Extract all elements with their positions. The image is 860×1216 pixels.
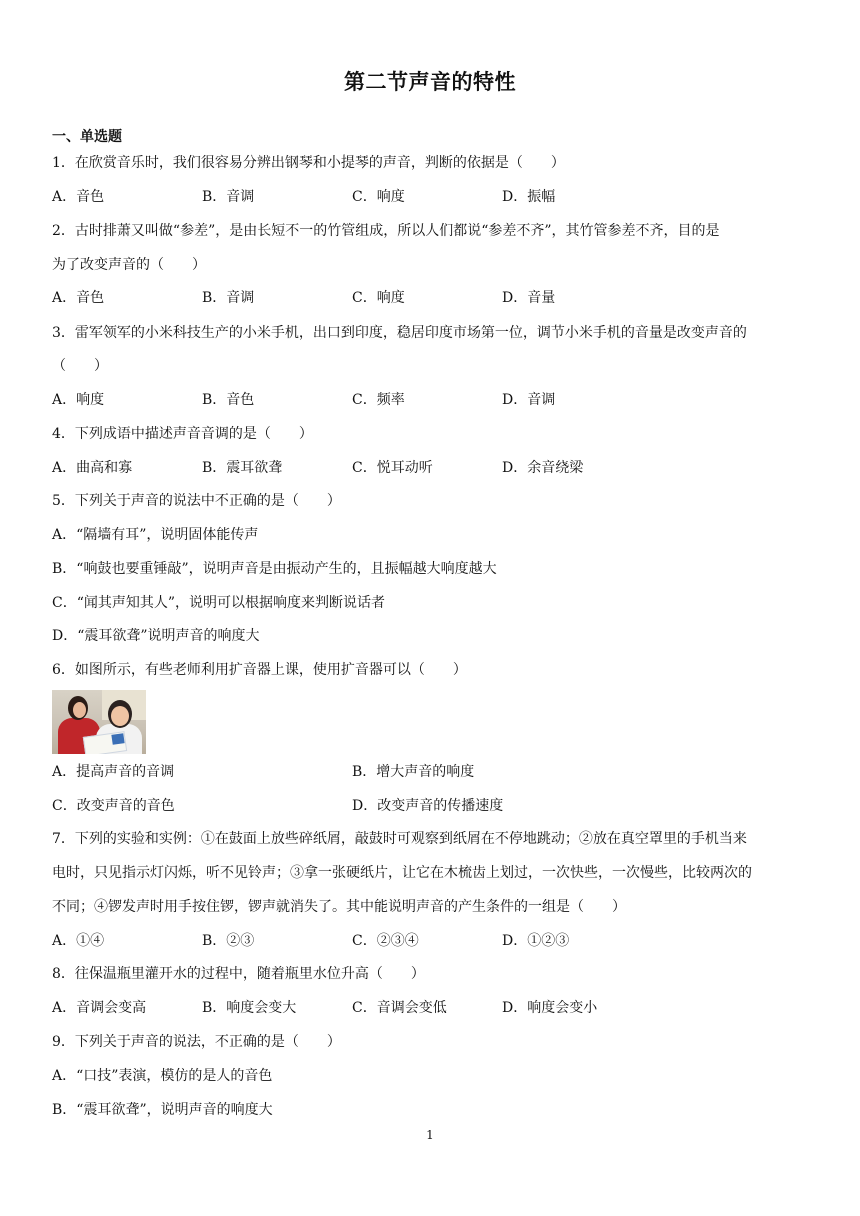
question-8-stem: 8．往保温瓶里灌开水的过程中，随着瓶里水位升高（ ）	[52, 966, 425, 982]
question-7-option-c: C．②③④	[352, 933, 419, 949]
question-7-stem-line-2: 电时，只见指示灯闪烁，听不见铃声；③拿一张硬纸片，让它在木梳齿上划过，一次快些，一次慢些，比较两次的	[52, 865, 752, 881]
question-7-option-b: B．②③	[202, 933, 255, 949]
section-heading: 一、单选题	[52, 129, 122, 145]
question-8-option-b: B．响度会变大	[202, 1000, 297, 1016]
question-4-option-b: B．震耳欲聋	[202, 460, 283, 476]
question-9-stem: 9．下列关于声音的说法，不正确的是（ ）	[52, 1034, 341, 1050]
question-4-option-a: A．曲高和寡	[52, 460, 133, 476]
question-7-option-d: D．①②③	[502, 933, 570, 949]
question-2-option-a: A．音色	[52, 290, 105, 306]
question-7-option-a: A．①④	[52, 933, 105, 949]
question-7-stem-line-3: 不同；④锣发声时用手按住锣，锣声就消失了。其中能说明声音的产生条件的一组是（ ）	[52, 899, 626, 915]
question-8-option-a: A．音调会变高	[52, 1000, 147, 1016]
question-7-stem-line-1: 7．下列的实验和实例：①在鼓面上放些碎纸屑，敲鼓时可观察到纸屑在不停地跳动；②放在真空罩里的手机当来	[52, 831, 747, 847]
question-5-option-a: A．“隔墙有耳”，说明固体能传声	[52, 527, 259, 543]
question-4-option-d: D．余音绕梁	[502, 460, 584, 476]
question-6-option-b: B．增大声音的响度	[352, 764, 475, 780]
question-1-option-c: C．响度	[352, 189, 405, 205]
question-8-option-c: C．音调会变低	[352, 1000, 447, 1016]
question-1-option-d: D．振幅	[502, 189, 556, 205]
question-6-option-a: A．提高声音的音调	[52, 764, 175, 780]
question-2-option-c: C．响度	[352, 290, 405, 306]
question-3-option-d: D．音调	[502, 392, 556, 408]
question-9-option-b: B．“震耳欲聋”，说明声音的响度大	[52, 1102, 273, 1118]
question-5-option-c: C．“闻其声知其人”，说明可以根据响度来判断说话者	[52, 595, 386, 611]
question-1-option-b: B．音调	[202, 189, 255, 205]
question-5-option-d: D．“震耳欲聋”说明声音的响度大	[52, 628, 260, 644]
question-6-stem: 6．如图所示，有些老师利用扩音器上课，使用扩音器可以（ ）	[52, 662, 467, 678]
question-5-stem: 5．下列关于声音的说法中不正确的是（ ）	[52, 493, 341, 509]
question-3-stem-line-2: （ ）	[52, 358, 108, 374]
question-1-stem: 1．在欣赏音乐时，我们很容易分辨出钢琴和小提琴的声音，判断的依据是（ ）	[52, 155, 565, 171]
question-3-option-b: B．音色	[202, 392, 255, 408]
question-2-stem-line-1: 2．古时排萧又叫做“参差”，是由长短不一的竹管组成，所以人们都说“参差不齐”，其竹管参差不齐，目的是	[52, 223, 720, 239]
question-3-option-c: C．频率	[352, 392, 405, 408]
question-8-option-d: D．响度会变小	[502, 1000, 598, 1016]
question-9-option-a: A．“口技”表演，模仿的是人的音色	[52, 1068, 273, 1084]
question-5-option-b: B．“响鼓也要重锤敲”，说明声音是由振动产生的，且振幅越大响度越大	[52, 561, 497, 577]
question-3-option-a: A．响度	[52, 392, 105, 408]
classroom-photo	[52, 690, 146, 754]
page-title: 第二节声音的特性	[344, 70, 516, 94]
page-number: 1	[426, 1128, 434, 1142]
question-2-option-b: B．音调	[202, 290, 255, 306]
question-4-stem: 4．下列成语中描述声音音调的是（ ）	[52, 426, 313, 442]
question-2-option-d: D．音量	[502, 290, 556, 306]
question-4-option-c: C．悦耳动听	[352, 460, 433, 476]
question-1-option-a: A．音色	[52, 189, 105, 205]
question-3-stem-line-1: 3．雷军领军的小米科技生产的小米手机，出口到印度，稳居印度市场第一位，调节小米手机的音量是改变声音的	[52, 325, 747, 341]
question-6-option-c: C．改变声音的音色	[52, 798, 175, 814]
question-6-option-d: D．改变声音的传播速度	[352, 798, 504, 814]
question-2-stem-line-2: 为了改变声音的（ ）	[52, 257, 206, 273]
